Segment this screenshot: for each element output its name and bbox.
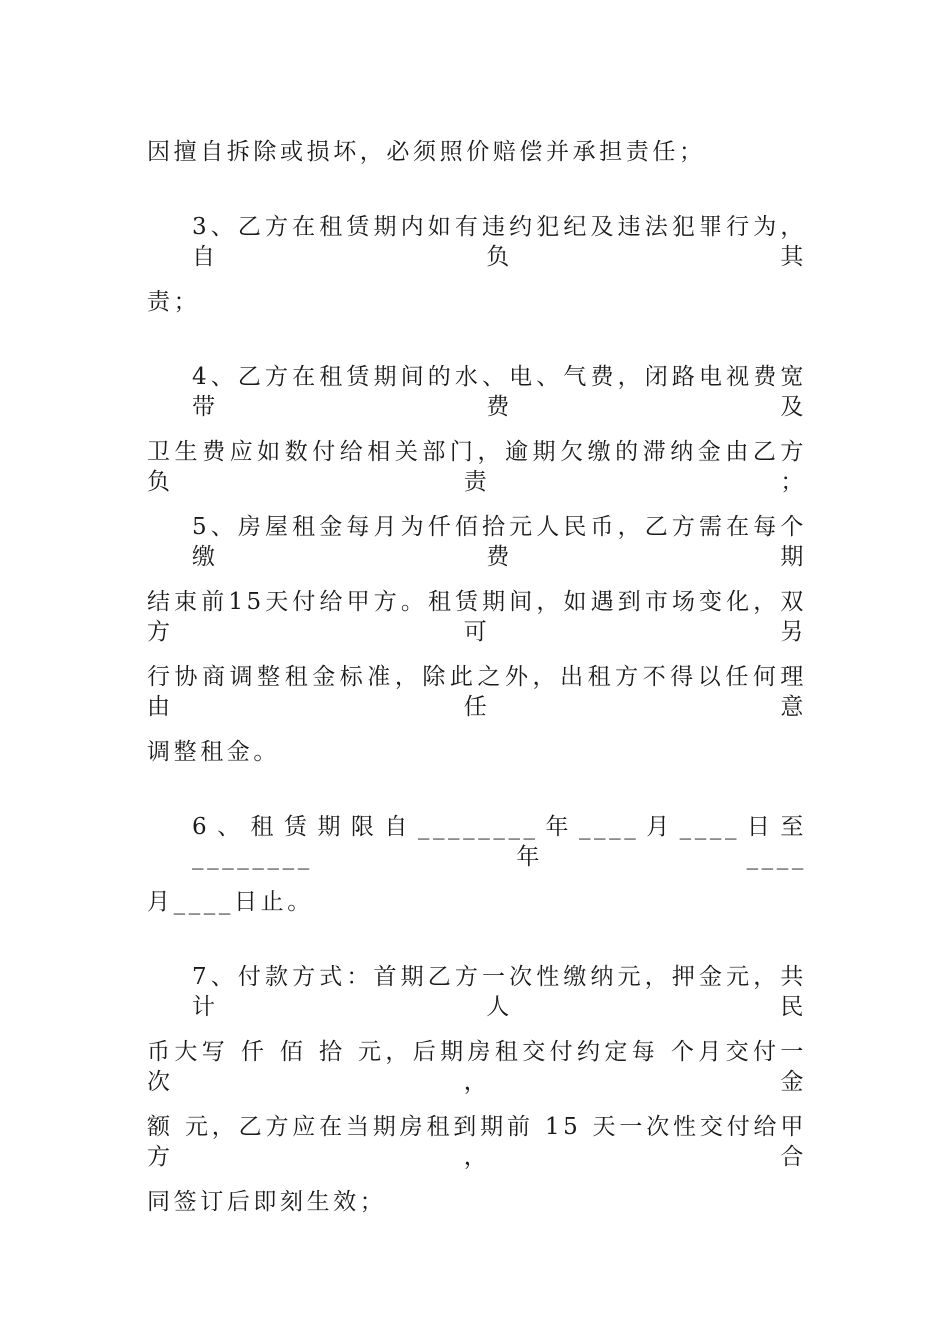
clause-7-line-4: 同签订后即刻生效； — [147, 1189, 387, 1215]
clause-7-line-2: 币大写 仟 佰 拾 元，后期房租交付约定每 个月交付一次，金 — [147, 1039, 807, 1095]
clause-6-line-1: 6、租赁期限自________年____月____日至________年____ — [192, 814, 807, 870]
clause-7-line-1: 7、付款方式：首期乙方一次性缴纳元，押金元，共计人民 — [192, 964, 807, 1020]
clause-4-line-1: 4、乙方在租赁期间的水、电、气费，闭路电视费宽带费及 — [192, 364, 807, 420]
clause-5-line-1: 5、房屋租金每月为仟佰拾元人民币，乙方需在每个缴费期 — [192, 514, 807, 570]
text-line-1: 因擅自拆除或损坏，必须照价赔偿并承担责任； — [147, 139, 706, 165]
clause-3-line-2: 责； — [147, 289, 201, 315]
clause-6-line-2: 月____日止。 — [147, 889, 314, 915]
clause-5-line-3: 行协商调整租金标准，除此之外，出租方不得以任何理由任意 — [147, 664, 807, 720]
clause-7-line-3: 额 元，乙方应在当期房租到期前 15 天一次性交付给甲方，合 — [147, 1114, 807, 1170]
clause-5-line-4: 调整租金。 — [147, 739, 280, 765]
clause-3-line-1: 3、乙方在租赁期内如有违约犯纪及违法犯罪行为，自负其 — [192, 214, 807, 270]
clause-4-line-2: 卫生费应如数付给相关部门，逾期欠缴的滞纳金由乙方负责； — [147, 439, 807, 495]
clause-5-line-2: 结束前15天付给甲方。租赁期间，如遇到市场变化，双方可另 — [147, 589, 807, 645]
